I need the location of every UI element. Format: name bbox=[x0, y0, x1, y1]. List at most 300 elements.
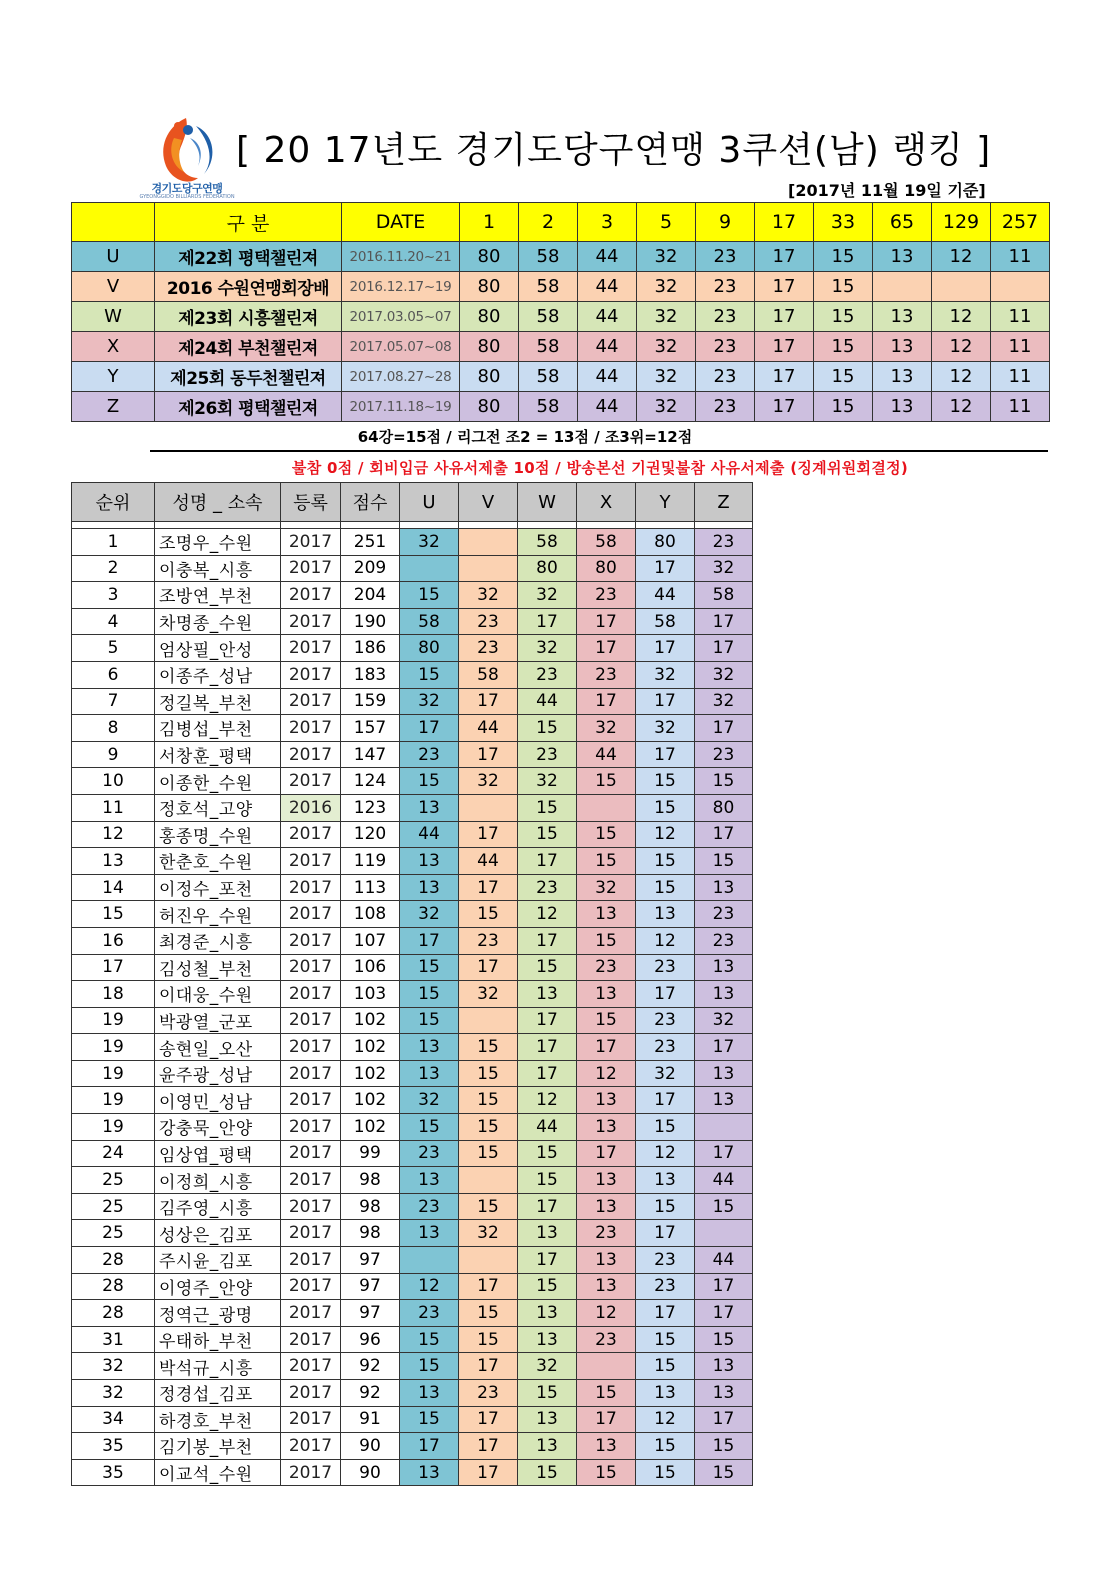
z-points-cell: 15 bbox=[695, 848, 753, 875]
rank-cell: 5 bbox=[72, 635, 155, 662]
registration-cell: 2017 bbox=[281, 1167, 341, 1194]
x-points-cell: 17 bbox=[577, 688, 636, 715]
w-points-cell: 13 bbox=[518, 981, 577, 1008]
z-points-cell bbox=[695, 1220, 753, 1247]
event-points: 11 bbox=[991, 302, 1050, 332]
player-name-cell: 하경호_부천 bbox=[155, 1406, 281, 1433]
ranking-row bbox=[72, 1060, 753, 1087]
u-points-cell: 15 bbox=[400, 981, 459, 1008]
ranking-row bbox=[72, 661, 753, 688]
y-points-cell: 17 bbox=[636, 555, 695, 582]
ranking-row bbox=[72, 768, 753, 795]
event-points: 32 bbox=[637, 272, 696, 302]
ranking-table bbox=[71, 482, 753, 1486]
registration-cell: 2017 bbox=[281, 529, 341, 556]
u-points-cell: 15 bbox=[400, 661, 459, 688]
rank-cell: 19 bbox=[72, 1087, 155, 1114]
player-name-cell: 홍종명_수원 bbox=[155, 821, 281, 848]
x-points-cell: 32 bbox=[577, 874, 636, 901]
score-cell: 92 bbox=[341, 1380, 400, 1407]
penalty-note: 불참 0점 / 회비입금 사유서제출 10점 / 방송본선 기권및불참 사유서제출 (징계위원회결정) bbox=[291, 459, 909, 477]
event-name: 제23회 시흥챌린져 bbox=[155, 302, 342, 332]
rank-cell: 31 bbox=[72, 1326, 155, 1353]
w-points-cell: 15 bbox=[518, 794, 577, 821]
y-points-cell: 15 bbox=[636, 1193, 695, 1220]
registration-cell: 2017 bbox=[281, 1406, 341, 1433]
z-points-cell: 17 bbox=[695, 821, 753, 848]
event-row bbox=[72, 392, 1050, 422]
score-cell: 97 bbox=[341, 1273, 400, 1300]
rank-cell: 25 bbox=[72, 1167, 155, 1194]
event-points: 13 bbox=[873, 332, 932, 362]
event-points: 23 bbox=[696, 242, 755, 272]
player-name-cell: 정호석_고양 bbox=[155, 794, 281, 821]
x-points-cell: 13 bbox=[577, 1087, 636, 1114]
ranking-row bbox=[72, 1433, 753, 1460]
ranking-row bbox=[72, 741, 753, 768]
rank-cell: 35 bbox=[72, 1433, 155, 1460]
spacer-cell bbox=[281, 522, 341, 529]
w-points-cell: 15 bbox=[518, 954, 577, 981]
event-points: 11 bbox=[991, 242, 1050, 272]
event-points: 12 bbox=[932, 332, 991, 362]
ranking-row bbox=[72, 1140, 753, 1167]
w-points-cell: 23 bbox=[518, 874, 577, 901]
x-points-cell: 13 bbox=[577, 1167, 636, 1194]
score-cell: 124 bbox=[341, 768, 400, 795]
ranking-row bbox=[72, 715, 753, 742]
w-points-cell: 32 bbox=[518, 768, 577, 795]
w-points-cell: 32 bbox=[518, 582, 577, 609]
y-points-cell: 80 bbox=[636, 529, 695, 556]
event-points: 80 bbox=[460, 332, 519, 362]
logo-subtext: GYEONGGIDO BILLIARDS FEDERATION bbox=[139, 194, 235, 200]
y-points-cell: 12 bbox=[636, 821, 695, 848]
event-points: 58 bbox=[519, 392, 578, 422]
rank-cell: 16 bbox=[72, 927, 155, 954]
ranking-header-cell: 점수 bbox=[341, 483, 400, 522]
ranking-header-cell: W bbox=[518, 483, 577, 522]
ranking-header-cell: 성명 _ 소속 bbox=[155, 483, 281, 522]
score-cell: 90 bbox=[341, 1433, 400, 1460]
v-points-cell: 17 bbox=[459, 1433, 518, 1460]
w-points-cell: 13 bbox=[518, 1406, 577, 1433]
ranking-row bbox=[72, 1167, 753, 1194]
v-points-cell bbox=[459, 1167, 518, 1194]
v-points-cell: 17 bbox=[459, 954, 518, 981]
ranking-header-cell: 순위 bbox=[72, 483, 155, 522]
y-points-cell: 15 bbox=[636, 768, 695, 795]
ranking-row bbox=[72, 1380, 753, 1407]
w-points-cell: 12 bbox=[518, 901, 577, 928]
z-points-cell: 17 bbox=[695, 1300, 753, 1327]
ranking-row bbox=[72, 555, 753, 582]
registration-cell: 2017 bbox=[281, 1247, 341, 1274]
ranking-row bbox=[72, 874, 753, 901]
y-points-cell: 32 bbox=[636, 715, 695, 742]
w-points-cell: 17 bbox=[518, 1034, 577, 1061]
ranking-header-cell: X bbox=[577, 483, 636, 522]
u-points-cell: 12 bbox=[400, 1273, 459, 1300]
event-points: 44 bbox=[578, 332, 637, 362]
event-points: 15 bbox=[814, 302, 873, 332]
rank-cell: 19 bbox=[72, 1060, 155, 1087]
ranking-row bbox=[72, 1114, 753, 1141]
x-points-cell: 17 bbox=[577, 1034, 636, 1061]
z-points-cell: 32 bbox=[695, 661, 753, 688]
event-points: 12 bbox=[932, 362, 991, 392]
y-points-cell: 17 bbox=[636, 1220, 695, 1247]
z-points-cell: 13 bbox=[695, 874, 753, 901]
x-points-cell: 17 bbox=[577, 635, 636, 662]
rank-cell: 32 bbox=[72, 1380, 155, 1407]
rank-cell: 1 bbox=[72, 529, 155, 556]
y-points-cell: 15 bbox=[636, 1459, 695, 1486]
score-cell: 106 bbox=[341, 954, 400, 981]
event-points: 80 bbox=[460, 362, 519, 392]
z-points-cell: 23 bbox=[695, 529, 753, 556]
x-points-cell: 23 bbox=[577, 954, 636, 981]
y-points-cell: 17 bbox=[636, 741, 695, 768]
ranking-row bbox=[72, 1247, 753, 1274]
rank-cell: 7 bbox=[72, 688, 155, 715]
v-points-cell: 17 bbox=[459, 1353, 518, 1380]
player-name-cell: 엄상필_안성 bbox=[155, 635, 281, 662]
event-date: 2017.03.05~07 bbox=[342, 302, 460, 332]
player-name-cell: 김병섭_부천 bbox=[155, 715, 281, 742]
ranking-row bbox=[72, 981, 753, 1008]
score-cell: 147 bbox=[341, 741, 400, 768]
event-points: 15 bbox=[814, 392, 873, 422]
registration-cell: 2017 bbox=[281, 927, 341, 954]
event-name: 제22회 평택챌린져 bbox=[155, 242, 342, 272]
u-points-cell: 15 bbox=[400, 768, 459, 795]
score-cell: 190 bbox=[341, 608, 400, 635]
v-points-cell bbox=[459, 1007, 518, 1034]
rank-cell: 35 bbox=[72, 1459, 155, 1486]
score-cell: 97 bbox=[341, 1247, 400, 1274]
event-code: Z bbox=[72, 392, 155, 422]
x-points-cell: 44 bbox=[577, 741, 636, 768]
player-name-cell: 조명우_수원 bbox=[155, 529, 281, 556]
x-points-cell: 15 bbox=[577, 1007, 636, 1034]
u-points-cell: 32 bbox=[400, 529, 459, 556]
y-points-cell: 23 bbox=[636, 1034, 695, 1061]
event-points: 32 bbox=[637, 302, 696, 332]
event-name: 제26회 평택챌린져 bbox=[155, 392, 342, 422]
z-points-cell: 15 bbox=[695, 1193, 753, 1220]
ranking-row bbox=[72, 901, 753, 928]
y-points-cell: 15 bbox=[636, 1326, 695, 1353]
u-points-cell: 13 bbox=[400, 1459, 459, 1486]
ranking-row bbox=[72, 1300, 753, 1327]
y-points-cell: 13 bbox=[636, 1167, 695, 1194]
event-points: 17 bbox=[755, 362, 814, 392]
z-points-cell: 17 bbox=[695, 635, 753, 662]
event-points: 80 bbox=[460, 392, 519, 422]
registration-cell: 2017 bbox=[281, 901, 341, 928]
w-points-cell: 17 bbox=[518, 1247, 577, 1274]
registration-cell: 2017 bbox=[281, 981, 341, 1008]
player-name-cell: 이대웅_수원 bbox=[155, 981, 281, 1008]
v-points-cell: 17 bbox=[459, 874, 518, 901]
v-points-cell: 32 bbox=[459, 981, 518, 1008]
rank-cell: 3 bbox=[72, 582, 155, 609]
ranking-row bbox=[72, 608, 753, 635]
u-points-cell: 13 bbox=[400, 874, 459, 901]
rank-cell: 28 bbox=[72, 1300, 155, 1327]
u-points-cell: 15 bbox=[400, 954, 459, 981]
registration-cell: 2017 bbox=[281, 715, 341, 742]
registration-cell: 2017 bbox=[281, 768, 341, 795]
registration-cell: 2017 bbox=[281, 1380, 341, 1407]
ranking-row bbox=[72, 1087, 753, 1114]
y-points-cell: 23 bbox=[636, 1247, 695, 1274]
player-name-cell: 허진우_수원 bbox=[155, 901, 281, 928]
v-points-cell: 23 bbox=[459, 635, 518, 662]
events-header-cell: 17 bbox=[755, 203, 814, 242]
events-header-cell: 65 bbox=[873, 203, 932, 242]
v-points-cell: 44 bbox=[459, 715, 518, 742]
events-header-cell: DATE bbox=[342, 203, 460, 242]
score-cell: 251 bbox=[341, 529, 400, 556]
w-points-cell: 15 bbox=[518, 1167, 577, 1194]
v-points-cell: 15 bbox=[459, 1300, 518, 1327]
events-header-cell: 2 bbox=[519, 203, 578, 242]
z-points-cell: 17 bbox=[695, 1140, 753, 1167]
v-points-cell: 32 bbox=[459, 582, 518, 609]
z-points-cell: 13 bbox=[695, 981, 753, 1008]
z-points-cell: 58 bbox=[695, 582, 753, 609]
registration-cell: 2017 bbox=[281, 1034, 341, 1061]
x-points-cell: 17 bbox=[577, 1140, 636, 1167]
event-points: 12 bbox=[932, 242, 991, 272]
ranking-row bbox=[72, 582, 753, 609]
ranking-row bbox=[72, 848, 753, 875]
registration-cell: 2017 bbox=[281, 1007, 341, 1034]
z-points-cell: 44 bbox=[695, 1167, 753, 1194]
x-points-cell: 13 bbox=[577, 1273, 636, 1300]
events-header-cell: 33 bbox=[814, 203, 873, 242]
event-points: 15 bbox=[814, 272, 873, 302]
v-points-cell: 23 bbox=[459, 927, 518, 954]
score-cell: 183 bbox=[341, 661, 400, 688]
u-points-cell: 15 bbox=[400, 1406, 459, 1433]
score-cell: 102 bbox=[341, 1114, 400, 1141]
event-code: V bbox=[72, 272, 155, 302]
event-points: 13 bbox=[873, 392, 932, 422]
u-points-cell: 32 bbox=[400, 688, 459, 715]
v-points-cell: 15 bbox=[459, 1087, 518, 1114]
y-points-cell: 15 bbox=[636, 1114, 695, 1141]
registration-cell: 2017 bbox=[281, 1326, 341, 1353]
score-cell: 119 bbox=[341, 848, 400, 875]
registration-cell: 2017 bbox=[281, 1140, 341, 1167]
event-points: 58 bbox=[519, 362, 578, 392]
u-points-cell bbox=[400, 555, 459, 582]
registration-cell: 2017 bbox=[281, 1087, 341, 1114]
event-points: 23 bbox=[696, 392, 755, 422]
event-date: 2016.12.17~19 bbox=[342, 272, 460, 302]
x-points-cell: 12 bbox=[577, 1300, 636, 1327]
events-header-row bbox=[72, 203, 1050, 242]
u-points-cell: 13 bbox=[400, 1380, 459, 1407]
z-points-cell: 17 bbox=[695, 1406, 753, 1433]
score-cell: 98 bbox=[341, 1220, 400, 1247]
y-points-cell: 17 bbox=[636, 1300, 695, 1327]
u-points-cell: 15 bbox=[400, 1007, 459, 1034]
registration-cell: 2017 bbox=[281, 1193, 341, 1220]
z-points-cell: 15 bbox=[695, 1326, 753, 1353]
y-points-cell: 44 bbox=[636, 582, 695, 609]
spacer-cell bbox=[400, 522, 459, 529]
u-points-cell: 13 bbox=[400, 794, 459, 821]
event-points: 13 bbox=[873, 242, 932, 272]
ranking-row bbox=[72, 529, 753, 556]
player-name-cell: 이교석_수원 bbox=[155, 1459, 281, 1486]
y-points-cell: 13 bbox=[636, 1380, 695, 1407]
registration-cell: 2017 bbox=[281, 635, 341, 662]
rank-cell: 11 bbox=[72, 794, 155, 821]
ranking-header-cell: Z bbox=[695, 483, 753, 522]
x-points-cell: 23 bbox=[577, 1220, 636, 1247]
score-cell: 186 bbox=[341, 635, 400, 662]
event-points: 15 bbox=[814, 362, 873, 392]
event-points: 44 bbox=[578, 362, 637, 392]
v-points-cell: 17 bbox=[459, 821, 518, 848]
event-points: 17 bbox=[755, 272, 814, 302]
registration-cell: 2017 bbox=[281, 848, 341, 875]
y-points-cell: 23 bbox=[636, 1273, 695, 1300]
y-points-cell: 23 bbox=[636, 954, 695, 981]
w-points-cell: 17 bbox=[518, 608, 577, 635]
event-name: 2016 수원연맹회장배 bbox=[155, 272, 342, 302]
ranking-row bbox=[72, 635, 753, 662]
rank-cell: 24 bbox=[72, 1140, 155, 1167]
event-points: 15 bbox=[814, 332, 873, 362]
event-points: 11 bbox=[991, 392, 1050, 422]
y-points-cell: 13 bbox=[636, 901, 695, 928]
v-points-cell: 17 bbox=[459, 741, 518, 768]
event-code: U bbox=[72, 242, 155, 272]
u-points-cell: 23 bbox=[400, 1140, 459, 1167]
player-name-cell: 이종한_수원 bbox=[155, 768, 281, 795]
x-points-cell: 12 bbox=[577, 1060, 636, 1087]
rank-cell: 18 bbox=[72, 981, 155, 1008]
z-points-cell: 13 bbox=[695, 1353, 753, 1380]
u-points-cell bbox=[400, 1247, 459, 1274]
player-name-cell: 정경섭_김포 bbox=[155, 1380, 281, 1407]
x-points-cell: 13 bbox=[577, 901, 636, 928]
z-points-cell: 13 bbox=[695, 1060, 753, 1087]
u-points-cell: 17 bbox=[400, 715, 459, 742]
w-points-cell: 15 bbox=[518, 1459, 577, 1486]
ranking-header-row bbox=[72, 483, 753, 522]
x-points-cell: 23 bbox=[577, 661, 636, 688]
v-points-cell bbox=[459, 794, 518, 821]
event-points: 44 bbox=[578, 302, 637, 332]
score-cell: 157 bbox=[341, 715, 400, 742]
event-points: 13 bbox=[873, 362, 932, 392]
w-points-cell: 15 bbox=[518, 1380, 577, 1407]
y-points-cell: 17 bbox=[636, 1087, 695, 1114]
divider bbox=[150, 450, 1048, 452]
v-points-cell: 58 bbox=[459, 661, 518, 688]
w-points-cell: 58 bbox=[518, 529, 577, 556]
v-points-cell: 17 bbox=[459, 1459, 518, 1486]
v-points-cell: 15 bbox=[459, 1034, 518, 1061]
x-points-cell: 32 bbox=[577, 715, 636, 742]
event-date: 2017.08.27~28 bbox=[342, 362, 460, 392]
z-points-cell: 23 bbox=[695, 927, 753, 954]
event-points: 17 bbox=[755, 392, 814, 422]
event-points: 15 bbox=[814, 242, 873, 272]
player-name-cell: 강충묵_안양 bbox=[155, 1114, 281, 1141]
player-name-cell: 김성철_부천 bbox=[155, 954, 281, 981]
z-points-cell: 23 bbox=[695, 741, 753, 768]
w-points-cell: 15 bbox=[518, 1273, 577, 1300]
rank-cell: 19 bbox=[72, 1034, 155, 1061]
event-row bbox=[72, 272, 1050, 302]
player-name-cell: 이영민_성남 bbox=[155, 1087, 281, 1114]
registration-cell: 2017 bbox=[281, 1300, 341, 1327]
ranking-row bbox=[72, 1459, 753, 1486]
player-name-cell: 성상은_김포 bbox=[155, 1220, 281, 1247]
events-header-cell: 9 bbox=[696, 203, 755, 242]
u-points-cell: 17 bbox=[400, 927, 459, 954]
y-points-cell: 15 bbox=[636, 794, 695, 821]
event-code: W bbox=[72, 302, 155, 332]
v-points-cell: 15 bbox=[459, 1140, 518, 1167]
event-points: 58 bbox=[519, 272, 578, 302]
score-cell: 120 bbox=[341, 821, 400, 848]
events-header-cell: 3 bbox=[578, 203, 637, 242]
score-cell: 97 bbox=[341, 1300, 400, 1327]
score-cell: 92 bbox=[341, 1353, 400, 1380]
player-name-cell: 이종주_성남 bbox=[155, 661, 281, 688]
y-points-cell: 32 bbox=[636, 1060, 695, 1087]
z-points-cell: 13 bbox=[695, 954, 753, 981]
rank-cell: 8 bbox=[72, 715, 155, 742]
events-header-cell: 129 bbox=[932, 203, 991, 242]
x-points-cell: 13 bbox=[577, 1433, 636, 1460]
x-points-cell: 23 bbox=[577, 582, 636, 609]
score-cell: 96 bbox=[341, 1326, 400, 1353]
event-row bbox=[72, 362, 1050, 392]
spacer-row bbox=[72, 522, 753, 529]
player-name-cell: 김기봉_부천 bbox=[155, 1433, 281, 1460]
score-cell: 102 bbox=[341, 1087, 400, 1114]
rank-cell: 19 bbox=[72, 1007, 155, 1034]
player-name-cell: 정길복_부천 bbox=[155, 688, 281, 715]
registration-cell: 2017 bbox=[281, 954, 341, 981]
w-points-cell: 13 bbox=[518, 1220, 577, 1247]
y-points-cell: 15 bbox=[636, 1433, 695, 1460]
w-points-cell: 17 bbox=[518, 1193, 577, 1220]
points-note: 64강=15점 / 리그전 조2 = 13점 / 조3위=12점 bbox=[357, 428, 693, 446]
w-points-cell: 17 bbox=[518, 1060, 577, 1087]
score-cell: 103 bbox=[341, 981, 400, 1008]
w-points-cell: 17 bbox=[518, 927, 577, 954]
w-points-cell: 15 bbox=[518, 1140, 577, 1167]
spacer-cell bbox=[577, 522, 636, 529]
rank-cell: 17 bbox=[72, 954, 155, 981]
z-points-cell: 17 bbox=[695, 608, 753, 635]
event-code: X bbox=[72, 332, 155, 362]
w-points-cell: 32 bbox=[518, 1353, 577, 1380]
registration-cell: 2017 bbox=[281, 1273, 341, 1300]
w-points-cell: 23 bbox=[518, 661, 577, 688]
